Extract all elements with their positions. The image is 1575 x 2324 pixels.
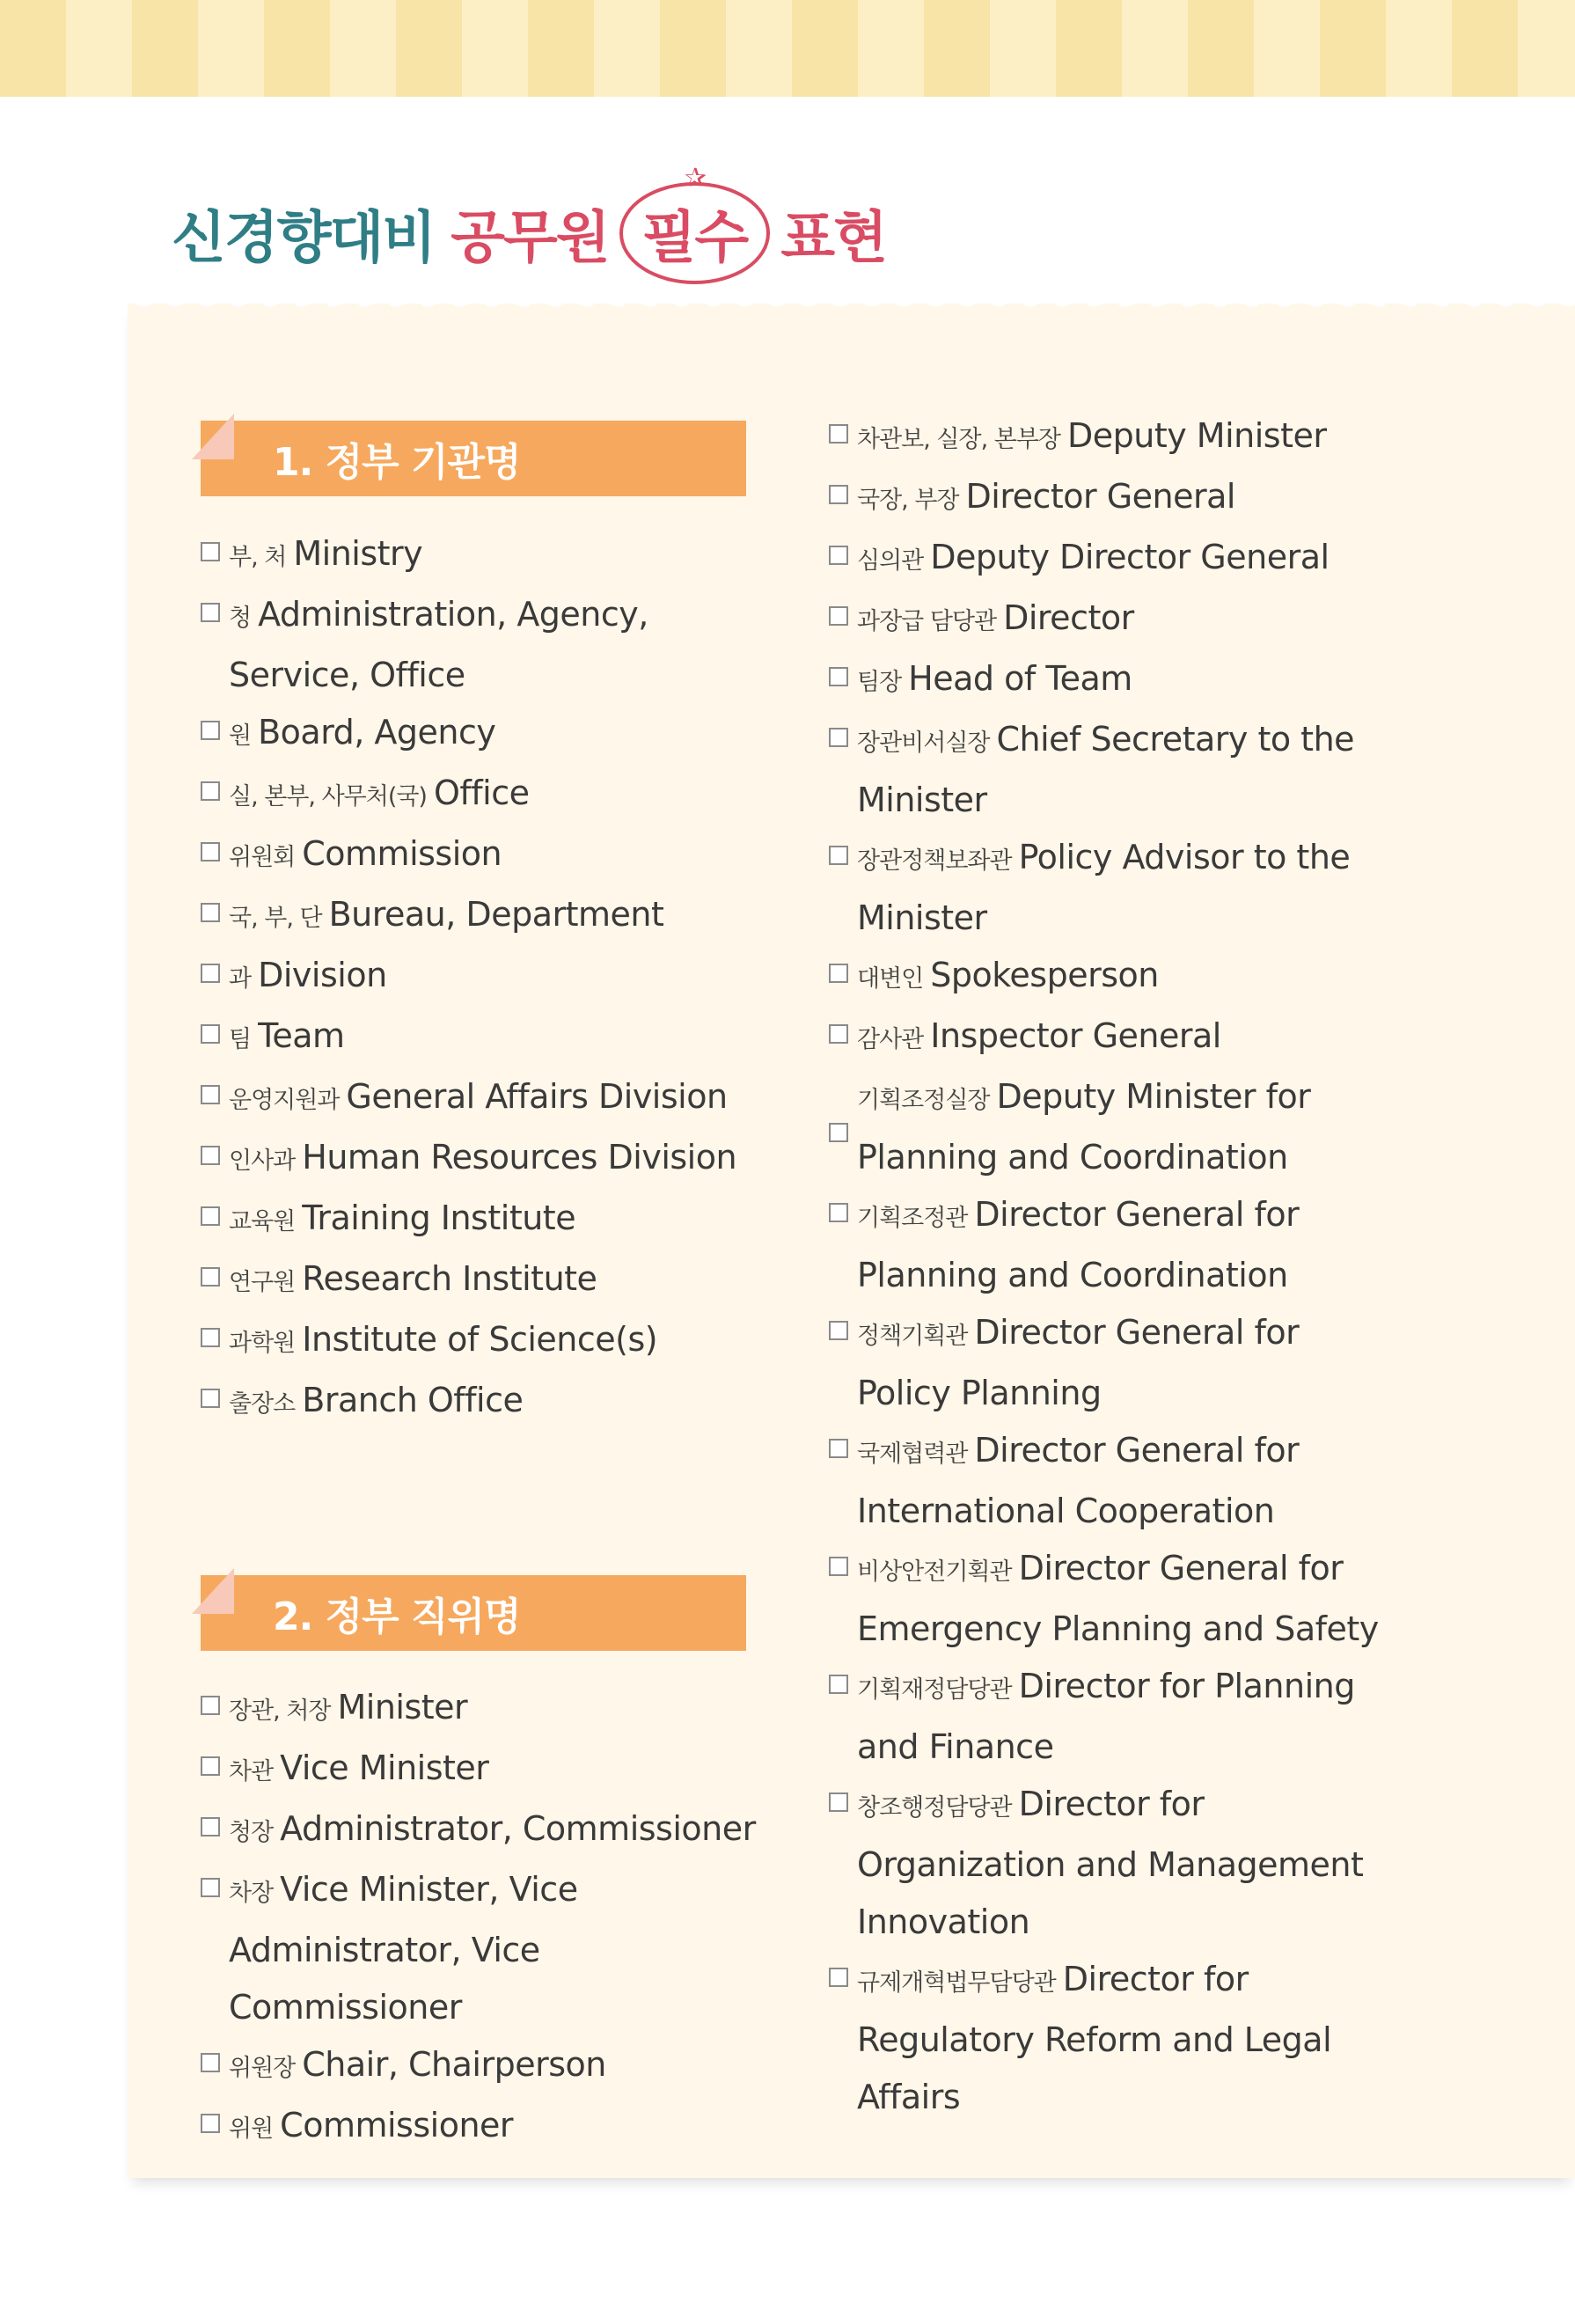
english-term: General Affairs Division: [346, 1077, 728, 1116]
english-term: Chair, Chairperson: [302, 2045, 606, 2084]
korean-term: 출장소: [229, 1390, 296, 1418]
list-item: [829, 1186, 1392, 1304]
checkbox[interactable]: [829, 1439, 848, 1458]
checkbox[interactable]: [829, 424, 848, 444]
english-term: Director for Regulatory Reform and Legal Affairs: [857, 1960, 1332, 2116]
korean-term: 과학원: [229, 1330, 296, 1357]
korean-term: 차관: [229, 1758, 274, 1785]
list-item: [201, 586, 764, 704]
korean-term: 정책기획관: [857, 1323, 968, 1350]
page-title: [172, 163, 886, 290]
list-item: [829, 1068, 1392, 1186]
list-item: [201, 886, 764, 947]
list-item: [201, 1311, 764, 1372]
checkbox[interactable]: [201, 1024, 220, 1044]
scalloped-edge: [128, 295, 1575, 314]
english-term: Commissioner: [280, 2106, 514, 2144]
checkbox[interactable]: [201, 964, 220, 983]
korean-term: 기획조정실장: [857, 1087, 990, 1114]
checkbox[interactable]: [201, 1146, 220, 1165]
korean-term: 팀장: [857, 669, 902, 696]
checkbox[interactable]: [829, 728, 848, 747]
korean-term: 원: [229, 722, 252, 750]
checkbox[interactable]: [829, 606, 848, 626]
list-item: [201, 1068, 764, 1129]
list-item: [829, 650, 1392, 711]
english-term: Director for Planning and Finance: [857, 1667, 1355, 1766]
list-item: [829, 1008, 1392, 1068]
english-term: Administration, Agency, Service, Office: [229, 595, 648, 694]
english-term: Head of Team: [908, 659, 1132, 698]
checkbox[interactable]: [201, 842, 220, 861]
position-list: [201, 1679, 764, 2158]
korean-term: 팀: [229, 1026, 252, 1053]
checkbox[interactable]: [201, 603, 220, 622]
english-term: Ministry: [293, 534, 423, 573]
title-part1: 신경향대비: [172, 206, 436, 271]
list-item: [201, 1740, 764, 1800]
english-term: Vice Minister, Vice Administrator, Vice Commissioner: [229, 1870, 578, 2027]
korean-term: 청장: [229, 1819, 274, 1846]
korean-term: 비상안전기획관: [857, 1558, 1012, 1586]
checkbox[interactable]: [201, 1878, 220, 1897]
checkbox[interactable]: [201, 1389, 220, 1408]
korean-term: 장관비서실장: [857, 729, 990, 757]
english-term: Director General: [965, 477, 1235, 516]
checkbox[interactable]: [201, 781, 220, 801]
checkbox[interactable]: [829, 1024, 848, 1044]
korean-term: 국장, 부장: [857, 487, 959, 514]
list-item: [829, 590, 1392, 650]
list-item: [829, 947, 1392, 1008]
list-item: [201, 825, 764, 886]
agency-list: [201, 525, 764, 1433]
english-term: Institute of Science(s): [302, 1320, 658, 1359]
list-item: [829, 829, 1392, 947]
list-item: [201, 1679, 764, 1740]
checkbox[interactable]: [829, 964, 848, 983]
english-term: Vice Minister: [280, 1748, 489, 1787]
list-item: [201, 525, 764, 586]
korean-term: 실, 본부, 사무처(국): [229, 783, 427, 810]
checkbox[interactable]: [829, 1557, 848, 1576]
english-term: Deputy Minister: [1067, 416, 1327, 455]
list-item: [201, 1129, 764, 1190]
checkbox[interactable]: [201, 1756, 220, 1776]
korean-term: 교육원: [229, 1208, 296, 1235]
korean-term: 부, 처: [229, 544, 287, 571]
section-header-agencies: [201, 421, 746, 496]
korean-term: 운영지원과: [229, 1087, 340, 1114]
korean-term: 장관정책보좌관: [857, 847, 1012, 875]
english-term: Director General for Planning and Coordination: [857, 1195, 1300, 1294]
korean-term: 연구원: [229, 1269, 296, 1296]
list-item: [201, 1800, 764, 1861]
checkbox[interactable]: [829, 1675, 848, 1694]
korean-term: 과: [229, 965, 252, 993]
title-part3: 표현: [780, 206, 886, 271]
section-heading-text: 2. 정부 직위명: [273, 1595, 521, 1639]
list-item: [829, 407, 1392, 468]
checkbox[interactable]: [829, 546, 848, 565]
list-item: [201, 1861, 764, 2036]
list-item: [829, 1540, 1392, 1658]
list-item: [201, 765, 764, 825]
list-item: [201, 2097, 764, 2158]
english-term: Director: [1003, 598, 1134, 637]
list-item: [829, 1658, 1392, 1776]
korean-term: 차관보, 실장, 본부장: [857, 426, 1060, 453]
checkbox[interactable]: [829, 846, 848, 865]
checkbox[interactable]: [201, 542, 220, 561]
checkbox[interactable]: [201, 2053, 220, 2072]
star-icon: ✰: [684, 163, 706, 194]
english-term: Deputy Minister for Planning and Coordination: [857, 1077, 1311, 1177]
english-term: Spokesperson: [930, 956, 1159, 994]
korean-term: 인사과: [229, 1147, 296, 1175]
checkbox[interactable]: [201, 1085, 220, 1104]
english-term: Administrator, Commissioner: [280, 1809, 756, 1848]
korean-term: 규제개혁법무담당관: [857, 1969, 1056, 1997]
korean-term: 창조행정담당관: [857, 1794, 1012, 1822]
checkbox[interactable]: [201, 721, 220, 740]
list-item: [829, 1776, 1392, 1951]
checkbox[interactable]: [829, 1123, 848, 1142]
title-part2: 공무원: [451, 206, 609, 271]
corner-fold-decoration: [192, 414, 234, 459]
list-item: [829, 1422, 1392, 1540]
checkbox[interactable]: [829, 1321, 848, 1340]
korean-term: 심의관: [857, 547, 924, 575]
title-circled-word: [619, 163, 771, 284]
checkbox[interactable]: [829, 1792, 848, 1812]
english-term: Bureau, Department: [328, 895, 664, 934]
english-term: Division: [258, 956, 387, 994]
checkbox[interactable]: [829, 1968, 848, 1987]
checkbox[interactable]: [201, 1328, 220, 1347]
list-item: [201, 1372, 764, 1433]
korean-term: 장관, 처장: [229, 1697, 331, 1725]
list-item: [829, 1951, 1392, 2126]
section-heading-text: 1. 정부 기관명: [273, 440, 521, 485]
english-term: Director General for Policy Planning: [857, 1313, 1300, 1412]
checkbox[interactable]: [201, 1267, 220, 1287]
corner-fold-decoration: [192, 1568, 234, 1614]
english-term: Human Resources Division: [302, 1138, 737, 1177]
korean-term: 국제협력관: [857, 1441, 968, 1468]
korean-term: 차장: [229, 1880, 274, 1907]
list-item: [201, 704, 764, 765]
list-item: [829, 1304, 1392, 1422]
korean-term: 감사관: [857, 1026, 924, 1053]
english-term: Branch Office: [302, 1381, 524, 1419]
korean-term: 대변인: [857, 965, 924, 993]
list-item: [201, 2036, 764, 2097]
english-term: Office: [433, 773, 530, 812]
english-term: Research Institute: [302, 1259, 597, 1298]
checkbox[interactable]: [201, 903, 220, 922]
list-item: [201, 1190, 764, 1250]
checkbox[interactable]: [829, 1203, 848, 1222]
english-term: Training Institute: [302, 1199, 576, 1237]
checkbox[interactable]: [201, 1206, 220, 1226]
english-term: Policy Advisor to the Minister: [857, 838, 1351, 937]
english-term: Director General for International Cooperation: [857, 1431, 1300, 1530]
section-header-positions: [201, 1575, 746, 1651]
list-item: [201, 947, 764, 1008]
english-term: Board, Agency: [258, 713, 496, 751]
korean-term: 과장급 담당관: [857, 608, 997, 635]
korean-term: 기획조정관: [857, 1205, 968, 1232]
list-item: [829, 711, 1392, 829]
korean-term: 위원장: [229, 2055, 296, 2082]
korean-term: 기획재정담당관: [857, 1676, 1012, 1704]
list-item: [829, 468, 1392, 529]
list-item: [201, 1008, 764, 1068]
korean-term: 위원: [229, 2115, 274, 2143]
position-list-continued: [829, 407, 1392, 2126]
checkbox[interactable]: [829, 485, 848, 504]
english-term: Deputy Director General: [930, 538, 1330, 576]
checkbox[interactable]: [201, 2114, 220, 2133]
korean-term: 청: [229, 605, 252, 632]
checkbox[interactable]: [829, 667, 848, 686]
checkbox[interactable]: [201, 1696, 220, 1715]
checkbox[interactable]: [201, 1817, 220, 1836]
korean-term: 위원회: [229, 844, 296, 871]
english-term: Chief Secretary to the Minister: [857, 720, 1355, 819]
english-term: Minister: [337, 1688, 468, 1727]
english-term: Director for Organization and Management Innovation: [857, 1785, 1364, 1941]
top-stripe-band: [0, 0, 1575, 97]
list-item: [201, 1250, 764, 1311]
english-term: Commission: [302, 834, 502, 873]
korean-term: 국, 부, 단: [229, 905, 322, 932]
english-term: Inspector General: [930, 1016, 1221, 1055]
english-term: Director General for Emergency Planning and Safety: [857, 1549, 1379, 1648]
list-item: [829, 529, 1392, 590]
english-term: Team: [258, 1016, 345, 1055]
title-circled-text: 필수: [641, 206, 748, 271]
